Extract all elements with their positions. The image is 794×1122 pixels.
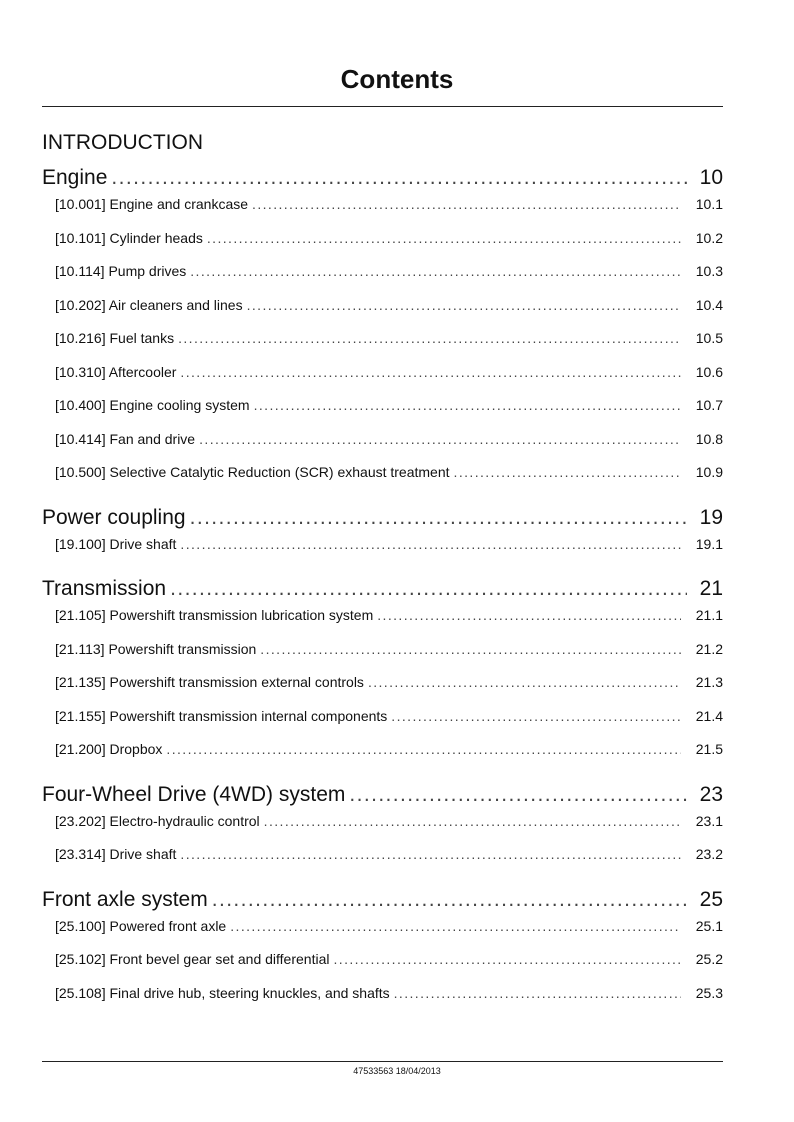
toc-entry[interactable] [42,741,723,775]
toc-entry[interactable] [42,951,723,985]
toc-chapter-title: Transmission [42,577,167,600]
toc-entry-page: 21.5 [695,741,723,757]
toc-leader [190,263,681,279]
toc-entry-page: 25.2 [695,951,723,967]
toc-chapter-page: 23 [699,782,723,806]
toc-chapter[interactable] [42,577,723,607]
toc-leader [260,641,681,657]
toc-entry[interactable] [42,708,723,742]
page-title: Contents [340,64,454,94]
toc-entry[interactable] [42,918,723,952]
toc-leader [180,364,681,380]
toc-entry-page: 19.1 [695,535,723,552]
section-label: INTRODUCTION [42,131,203,154]
toc-entry[interactable] [42,364,723,398]
toc-entry-label: [10.202] Air cleaners and lines [55,296,243,313]
toc-entry-page: 23.2 [695,846,723,862]
toc-entry[interactable] [42,330,723,364]
page-footer: 47533563 18/04/2013 [353,1066,441,1076]
toc-entry[interactable] [42,431,723,465]
toc-entry-page: 10.1 [695,196,723,212]
footer-rule [42,1061,723,1062]
toc-leader [170,577,687,601]
toc-entry-page: 10.3 [695,263,723,279]
toc-entry-label: [10.101] Cylinder heads [55,229,203,246]
toc-leader [264,813,681,829]
toc-entry-page: 10.2 [695,229,723,246]
toc-entry-label: [23.314] Drive shaft [55,846,177,862]
toc-entry-page: 23.1 [695,812,723,829]
toc-entry-label: [21.135] Powershift transmission external controls [55,674,364,690]
toc-entry-label: [21.155] Powershift transmission internal components [55,707,388,724]
toc-chapter-page: 25 [699,887,723,911]
toc-entry[interactable] [42,263,723,297]
toc-entry[interactable] [42,813,723,847]
toc-leader [230,918,681,934]
toc-leader [178,330,681,346]
toc-entry-label: [10.114] Pump drives [55,263,187,279]
toc-entry[interactable] [42,464,723,498]
toc-chapter-title: Front axle system [42,887,208,911]
toc-leader [368,674,681,690]
toc-entry[interactable] [42,397,723,431]
toc-entry-page: 10.6 [695,363,723,380]
toc-entry-label: [10.001] Engine and crankcase [55,196,249,212]
toc-entry-label: [10.216] Fuel tanks [55,330,175,346]
toc-leader [252,196,681,212]
toc-leader [111,166,687,190]
toc-chapter-page: 21 [699,577,723,600]
toc-entry[interactable] [42,536,723,570]
toc-leader [166,741,681,757]
table-of-contents [42,166,723,1018]
toc-entry-page: 21.1 [695,607,723,623]
toc-leader [180,846,681,862]
toc-leader [454,464,681,480]
toc-leader [349,783,687,807]
toc-entry-label: [25.100] Powered front axle [55,917,227,934]
toc-entry-page: 21.2 [695,640,723,657]
toc-entry-page: 10.5 [695,330,723,346]
toc-leader [254,397,681,413]
toc-leader [207,230,681,246]
toc-leader [391,708,681,724]
toc-entry[interactable] [42,196,723,230]
toc-entry-page: 10.4 [695,296,723,313]
toc-entry[interactable] [42,230,723,264]
toc-chapter-page: 19 [699,505,723,529]
toc-entry-label: [21.105] Powershift transmission lubrication system [55,607,374,623]
toc-entry[interactable] [42,985,723,1019]
toc-chapter[interactable] [42,783,723,813]
toc-entry[interactable] [42,846,723,880]
toc-entry-page: 10.8 [695,430,723,447]
toc-entry-label: [10.414] Fan and drive [55,430,196,447]
toc-leader [377,607,681,623]
toc-leader [212,888,687,912]
toc-entry-label: [25.102] Front bevel gear set and differential [55,951,330,967]
toc-chapter[interactable] [42,506,723,536]
toc-chapter-title: Engine [42,166,108,189]
toc-chapter[interactable] [42,888,723,918]
toc-entry[interactable] [42,607,723,641]
toc-entry[interactable] [42,674,723,708]
toc-entry-label: [10.500] Selective Catalytic Reduction (SCR) exhaust treatment [55,464,450,480]
toc-entry-page: 25.3 [695,984,723,1001]
toc-entry-label: [23.202] Electro-hydraulic control [55,812,260,829]
toc-entry-label: [10.310] Aftercooler [55,363,177,380]
toc-entry-page: 10.9 [695,464,723,480]
toc-entry-page: 25.1 [695,917,723,934]
toc-entry-page: 10.7 [695,397,723,413]
toc-leader [199,431,681,447]
toc-entry-label: [25.108] Final drive hub, steering knuckles, and shafts [55,984,390,1001]
toc-entry-label: [10.400] Engine cooling system [55,397,250,413]
toc-chapter-title: Power coupling [42,505,186,529]
toc-entry-label: [19.100] Drive shaft [55,535,177,552]
toc-entry-label: [21.200] Dropbox [55,741,163,757]
toc-leader [333,951,681,967]
toc-leader [247,297,681,313]
toc-entry-page: 21.3 [695,674,723,690]
toc-chapter[interactable] [42,166,723,196]
toc-leader [394,985,681,1001]
toc-chapter-title: Four-Wheel Drive (4WD) system [42,782,346,806]
toc-leader [190,506,687,530]
toc-entry[interactable] [42,297,723,331]
toc-entry-page: 21.4 [695,707,723,724]
toc-entry-label: [21.113] Powershift transmission [55,640,257,657]
toc-leader [180,536,681,552]
toc-chapter-page: 10 [699,166,723,189]
header-rule [42,106,723,107]
toc-entry[interactable] [42,641,723,675]
